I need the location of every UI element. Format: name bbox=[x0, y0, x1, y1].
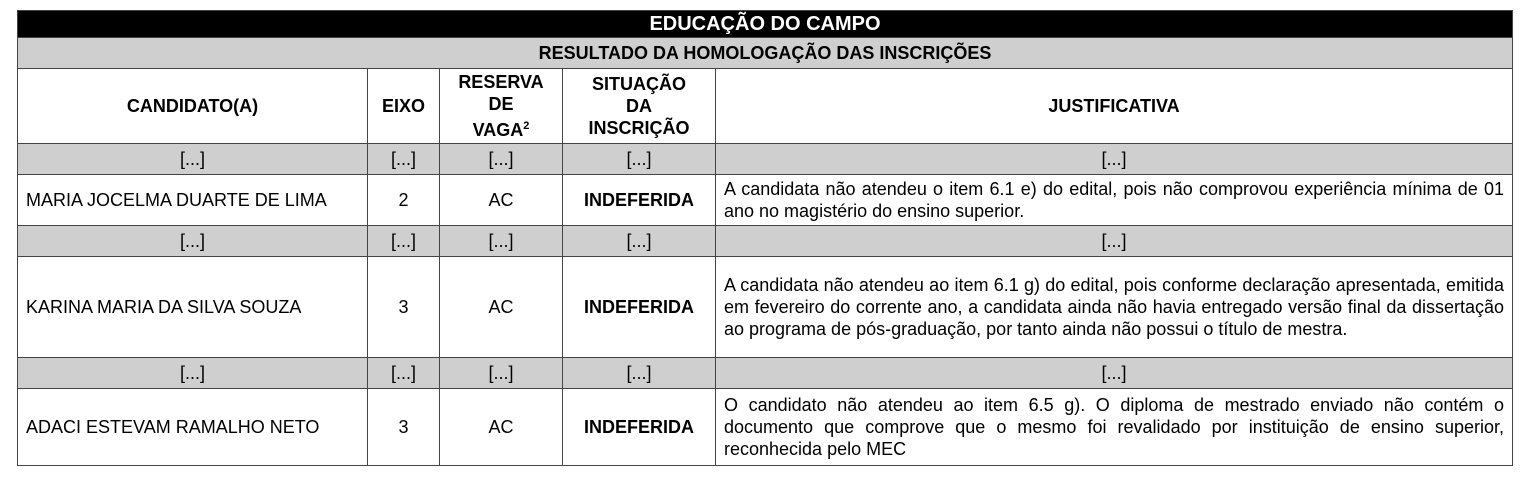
results-document bbox=[17, 10, 1512, 466]
omitted-cell: [...] bbox=[18, 144, 368, 175]
candidate-name: KARINA MARIA DA SILVA SOUZA bbox=[18, 257, 368, 358]
header-eixo: EIXO bbox=[368, 69, 440, 144]
table-title: EDUCAÇÃO DO CAMPO bbox=[18, 11, 1513, 38]
results-table bbox=[17, 10, 1513, 466]
eixo-value: 2 bbox=[368, 175, 440, 226]
omitted-row bbox=[18, 226, 1513, 257]
table-row bbox=[18, 175, 1513, 226]
reserva-value: AC bbox=[440, 389, 563, 466]
omitted-cell: [...] bbox=[368, 358, 440, 389]
header-row bbox=[18, 69, 1513, 144]
candidate-name: ADACI ESTEVAM RAMALHO NETO bbox=[18, 389, 368, 466]
omitted-cell: [...] bbox=[716, 358, 1513, 389]
header-reserva-line2: DE bbox=[488, 94, 514, 114]
header-justificativa: JUSTIFICATIVA bbox=[716, 69, 1513, 144]
header-reserva-line3: VAGA bbox=[472, 120, 524, 140]
header-situacao-line2: DA bbox=[626, 96, 652, 116]
footnote-marker: 2 bbox=[523, 120, 530, 132]
status-value: INDEFERIDA bbox=[563, 257, 716, 358]
omitted-cell: [...] bbox=[18, 358, 368, 389]
omitted-cell: [...] bbox=[440, 358, 563, 389]
header-situacao-line1: SITUAÇÃO bbox=[592, 74, 686, 94]
omitted-cell: [...] bbox=[440, 144, 563, 175]
justification-text: A candidata não atendeu ao item 6.1 g) do edital, pois conforme declaração apresentada, emitida em fevereiro do corrente ano, a candidata ainda não havia entregado versão final da dissertação ao programa de pós-graduação, por tanto ainda não possui o título de mestra. bbox=[716, 257, 1513, 358]
omitted-cell: [...] bbox=[563, 144, 716, 175]
omitted-row bbox=[18, 358, 1513, 389]
eixo-value: 3 bbox=[368, 389, 440, 466]
header-candidato: CANDIDATO(A) bbox=[18, 69, 368, 144]
header-reserva bbox=[440, 69, 563, 144]
table-row bbox=[18, 257, 1513, 358]
justification-text: O candidato não atendeu ao item 6.5 g). O diploma de mestrado enviado não contém o documento que comprove que o mesmo foi revalidado por instituição de ensino superior, reconhecida pelo MEC bbox=[716, 389, 1513, 466]
table-subtitle: RESULTADO DA HOMOLOGAÇÃO DAS INSCRIÇÕES bbox=[18, 38, 1513, 69]
omitted-cell: [...] bbox=[563, 226, 716, 257]
status-value: INDEFERIDA bbox=[563, 389, 716, 466]
omitted-cell: [...] bbox=[563, 358, 716, 389]
omitted-cell: [...] bbox=[440, 226, 563, 257]
omitted-cell: [...] bbox=[716, 226, 1513, 257]
candidate-name: MARIA JOCELMA DUARTE DE LIMA bbox=[18, 175, 368, 226]
eixo-value: 3 bbox=[368, 257, 440, 358]
reserva-value: AC bbox=[440, 175, 563, 226]
omitted-cell: [...] bbox=[368, 226, 440, 257]
table-row bbox=[18, 389, 1513, 466]
omitted-cell: [...] bbox=[716, 144, 1513, 175]
reserva-value: AC bbox=[440, 257, 563, 358]
omitted-cell: [...] bbox=[18, 226, 368, 257]
omitted-cell: [...] bbox=[368, 144, 440, 175]
header-reserva-line1: RESERVA bbox=[458, 72, 544, 92]
header-situacao bbox=[563, 69, 716, 144]
omitted-row bbox=[18, 144, 1513, 175]
justification-text: A candidata não atendeu o item 6.1 e) do edital, pois não comprovou experiência mínima de 01 ano no magistério do ensino superior. bbox=[716, 175, 1513, 226]
subtitle-row bbox=[18, 38, 1513, 69]
status-value: INDEFERIDA bbox=[563, 175, 716, 226]
title-row bbox=[18, 11, 1513, 38]
header-situacao-line3: INSCRIÇÃO bbox=[588, 118, 690, 138]
